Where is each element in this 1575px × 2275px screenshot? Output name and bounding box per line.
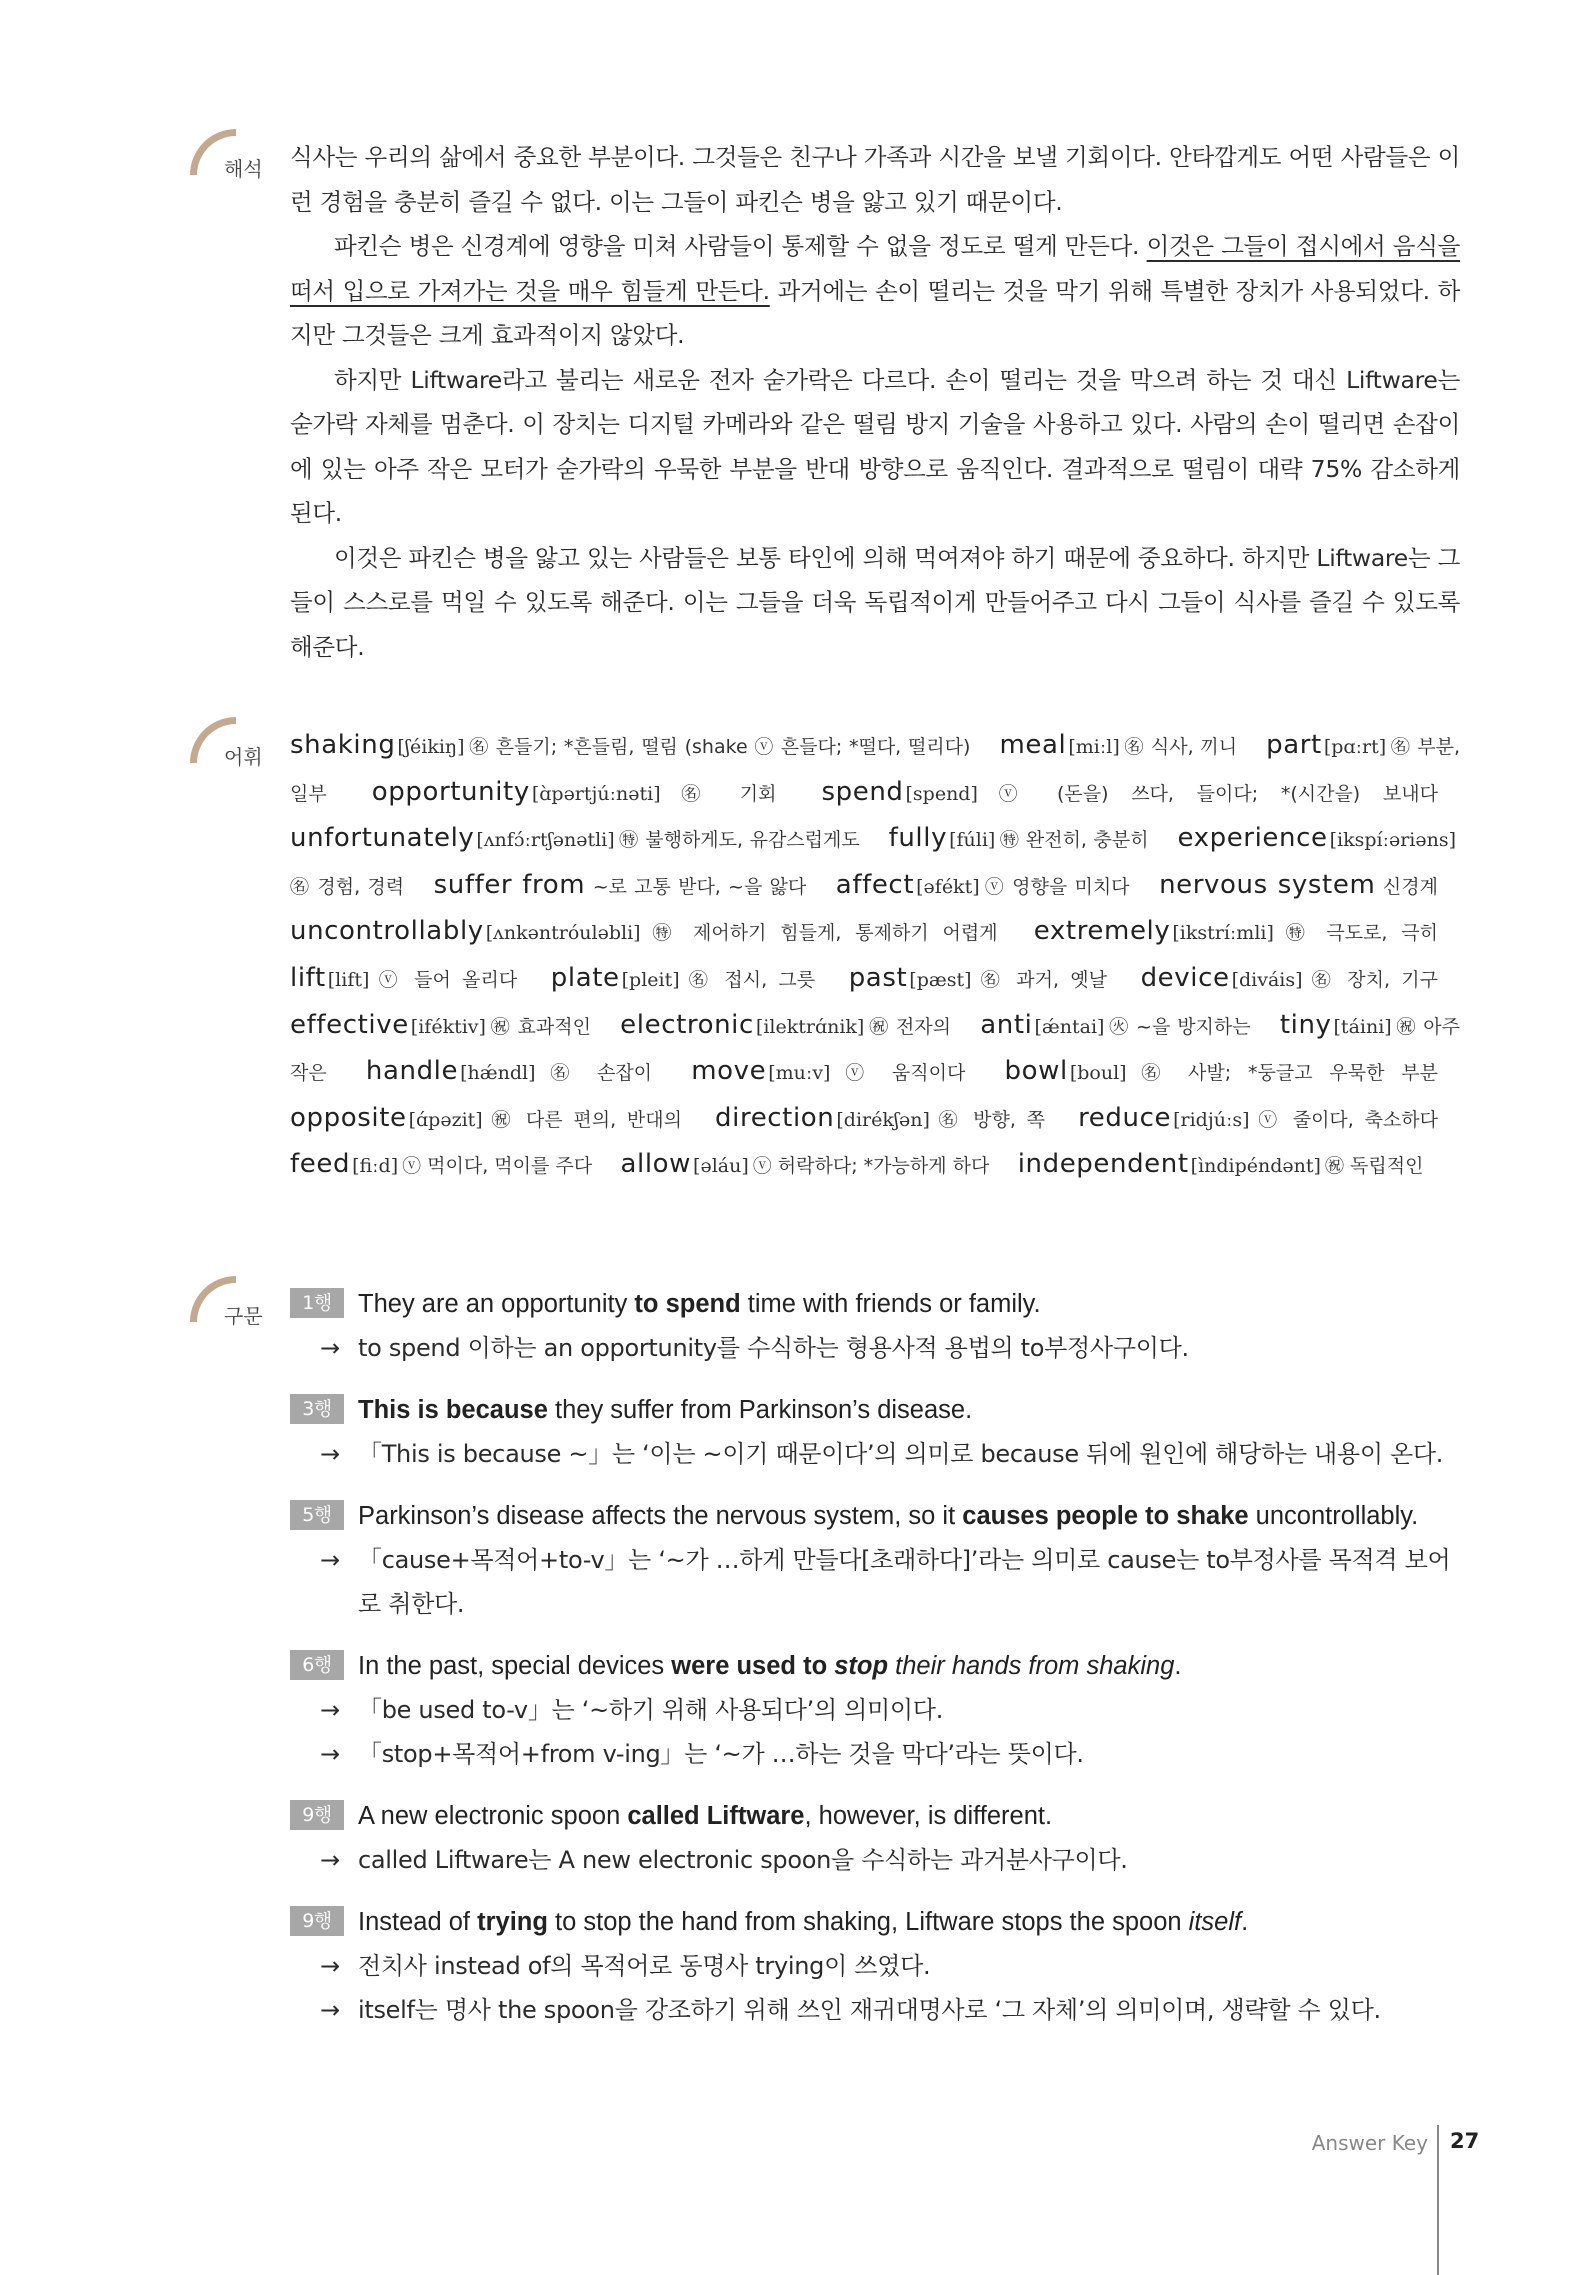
vocab-definition: ㊕ 불행하게도, 유감스럽게도	[618, 829, 860, 852]
footer-divider	[1437, 2125, 1439, 2275]
sentence-segment: This is because	[358, 1396, 548, 1424]
vocab-pronunciation: [fiːd]	[352, 1155, 399, 1178]
arrow-icon: →	[320, 1846, 340, 1874]
vocab-pronunciation: [muːv]	[768, 1062, 831, 1085]
vocab-pronunciation: [pleit]	[621, 968, 680, 991]
structure-item	[290, 1282, 1460, 1370]
vocab-item	[980, 1009, 1251, 1040]
structure-item	[290, 1644, 1460, 1776]
vocab-pronunciation: [ikspíːəriəns]	[1329, 829, 1457, 852]
vocab-pronunciation: [hǽndl]	[460, 1062, 536, 1085]
vocab-pronunciation: [ɑ̀pərtjúːnəti]	[531, 782, 661, 805]
vocab-item	[365, 1056, 653, 1087]
sentence-segment: , however, is different.	[804, 1802, 1053, 1830]
vocab-pronunciation: [spend]	[905, 782, 978, 805]
translation-paragraph-2	[290, 224, 1460, 358]
sentence-segment: .	[1174, 1652, 1182, 1680]
example-sentence	[358, 1388, 1460, 1432]
explanation-note	[290, 1432, 1460, 1476]
vocab-definition: ⓥ 허락하다; *가능하게 하다	[752, 1155, 990, 1178]
vocab-pronunciation: [pæst]	[909, 968, 972, 991]
vocab-word: lift	[290, 962, 326, 993]
vocab-pronunciation: [táini]	[1333, 1015, 1392, 1038]
vocab-definition: ㊗ 다른 편의, 반대의	[486, 1108, 682, 1131]
structure-item	[290, 1388, 1460, 1476]
sentence-segment: They are an opportunity	[358, 1290, 635, 1318]
vocab-pronunciation: [ridjúːs]	[1173, 1108, 1250, 1131]
vocab-pronunciation: [dirékʃən]	[836, 1108, 930, 1131]
vocab-pronunciation: [ikstríːmli]	[1172, 922, 1274, 945]
vocab-word: independent	[1017, 1149, 1189, 1180]
vocab-word: shaking	[290, 730, 396, 760]
note-text: 「This is because ~」는 ‘이는 ~이기 때문이다’의 의미로 because 뒤에 원인에 해당하는 내용이 온다.	[358, 1440, 1444, 1468]
vocab-definition: ㊗ 효과적인	[489, 1015, 591, 1038]
vocab-definition: ㊔ 방향, 쪽	[933, 1108, 1045, 1131]
example-sentence	[358, 1794, 1460, 1838]
translation-paragraph-1: 식사는 우리의 삶에서 중요한 부분이다. 그것들은 친구나 가족과 시간을 보낼 기회이다. 안타깝게도 어떤 사람들은 이런 경험을 충분히 즐길 수 없다. 이는 그들이 파킨슨 병을 앓고 있기 때문이다.	[290, 143, 1460, 216]
arrow-icon: →	[320, 1740, 340, 1768]
vocab-item	[433, 869, 807, 900]
vocab-definition: ㊔ 식사, 끼니	[1123, 736, 1238, 758]
vocabulary-list	[290, 723, 1460, 1189]
page-number: 27	[1450, 2129, 1480, 2153]
sentence-segment: itself	[1188, 1908, 1242, 1936]
vocab-pronunciation: [ìndipéndənt]	[1190, 1155, 1321, 1178]
vocab-item	[620, 1149, 990, 1180]
explanation-note	[290, 1732, 1460, 1776]
sentence-segment: time with friends or family.	[740, 1290, 1041, 1318]
vocab-item	[1004, 1056, 1439, 1087]
sentence-segment: they suffer from Parkinson’s disease.	[547, 1396, 973, 1424]
vocab-definition: ~로 고통 받다, ~을 앓다	[592, 875, 807, 898]
vocab-word: affect	[835, 869, 915, 900]
vocab-word: effective	[290, 1009, 409, 1040]
vocab-item	[888, 823, 1149, 854]
structure-item	[290, 1494, 1460, 1626]
sentence-segment: A new electronic spoon	[358, 1802, 628, 1830]
structure-item	[290, 1794, 1460, 1882]
vocab-item	[999, 730, 1238, 760]
vocab-item	[715, 1102, 1045, 1133]
line-number-badge: 9행	[290, 1906, 344, 1936]
vocab-pronunciation: [ʌnkəntróuləbli]	[485, 922, 641, 945]
vocab-definition: ㊔ 기회	[664, 782, 777, 805]
sentence-segment: .	[1241, 1908, 1249, 1936]
vocab-item	[290, 730, 971, 760]
arrow-icon: →	[320, 1952, 340, 1980]
structure-label: 구문	[224, 1304, 263, 1328]
vocab-item	[290, 1149, 593, 1180]
example-sentence	[358, 1900, 1460, 1944]
vocab-word: extremely	[1033, 916, 1171, 947]
structure-list	[290, 1282, 1460, 2050]
translation-paragraph-3: 하지만 Liftware라고 불리는 새로운 전자 숟가락은 다르다. 손이 떨리는 것을 막으려 하는 것 대신 Liftware는 숟가락 자체를 멈춘다. 이 장치는 디지털 카메라와 같은 떨림 방지 기술을 사용하고 있다. 사람의 손이 떨리면 손잡이에 있는 아주 작은 모터가 숟가락의 우묵한 부분을 반대 방향으로 움직인다. 결과적으로 떨림이 대략 75% 감소하게 된다.	[290, 365, 1460, 527]
vocab-pronunciation: [fúli]	[949, 829, 996, 852]
arrow-icon: →	[320, 1996, 340, 2024]
vocab-definition: ㊔ 접시, 그릇	[683, 968, 816, 991]
vocab-definition: ㊔ 흔들기; *흔들림, 떨림 (shake ⓥ 흔들다; *떨다, 떨리다)	[468, 736, 971, 758]
vocab-pronunciation: [əfékt]	[916, 875, 980, 898]
vocab-word: allow	[620, 1149, 692, 1180]
vocab-definition: ⓥ 줄이다, 축소하다	[1253, 1108, 1438, 1131]
vocab-pronunciation: [lift]	[327, 968, 370, 991]
vocab-definition: ㊔ 손잡이	[539, 1062, 653, 1085]
vocab-word: unfortunately	[290, 823, 475, 854]
vocab-word: plate	[550, 962, 620, 993]
vocab-pronunciation: [ɑ́pəzit]	[408, 1108, 483, 1131]
line-number-badge: 6행	[290, 1650, 344, 1680]
vocab-word: reduce	[1078, 1102, 1172, 1133]
vocab-definition: ㊕ 제어하기 힘들게, 통제하기 어렵게	[644, 922, 998, 945]
example-sentence	[358, 1282, 1460, 1326]
vocab-item	[1140, 962, 1438, 993]
explanation-note	[290, 1326, 1460, 1370]
vocab-word: handle	[365, 1056, 459, 1087]
sentence-segment: trying	[477, 1908, 548, 1936]
line-number-badge: 3행	[290, 1394, 344, 1424]
note-text: to spend 이하는 an opportunity를 수식하는 형용사적 용법의 to부정사구이다.	[358, 1334, 1189, 1362]
vocab-pronunciation: [ʃéikiŋ]	[397, 736, 465, 758]
vocab-word: anti	[980, 1009, 1033, 1040]
footer-label: Answer Key	[1311, 2131, 1428, 2155]
vocab-definition: ㊔ 장치, 기구	[1306, 968, 1438, 991]
line-number-badge: 1행	[290, 1288, 344, 1318]
underlined-sentence: 이것은 그들이 접시에서 음식을 떠서 입으로 가져가는 것을 매우 힘들게 만든다.	[290, 232, 1460, 305]
sentence-segment: Parkinson’s disease affects the nervous system, so it	[358, 1502, 963, 1530]
vocab-definition: ㊗ 아주 작은	[290, 1015, 1461, 1085]
structure-item	[290, 1900, 1460, 2032]
vocab-definition: ⓥ 움직이다	[834, 1062, 966, 1085]
vocab-definition: ㊕ 극도로, 극히	[1277, 922, 1439, 945]
vocab-pronunciation: [əláu]	[693, 1155, 749, 1178]
vocab-word: direction	[715, 1102, 835, 1133]
vocab-word: electronic	[620, 1009, 754, 1040]
vocab-word: opposite	[290, 1102, 407, 1133]
vocab-word: spend	[821, 776, 904, 807]
translation-body	[290, 135, 1460, 669]
vocab-item	[290, 916, 998, 947]
explanation-note	[290, 1538, 1460, 1626]
vocab-definition: ㊕ 완전히, 충분히	[999, 829, 1149, 852]
vocab-definition: ⓥ (돈을) 쓰다, 들이다; *(시간을) 보내다	[981, 782, 1438, 805]
vocab-pronunciation: [ǽntai]	[1034, 1015, 1105, 1038]
example-sentence	[358, 1494, 1460, 1538]
vocab-definition: ㊋ ~을 방지하는	[1108, 1015, 1251, 1038]
sentence-segment: causes people to shake	[962, 1502, 1249, 1530]
vocab-definition: ㊗ 전자의	[868, 1015, 952, 1038]
vocab-word: nervous system	[1159, 869, 1376, 900]
vocab-definition: ㊔ 경험, 경력	[290, 875, 405, 898]
vocab-item	[821, 776, 1438, 807]
vocab-word: experience	[1177, 823, 1328, 854]
translation-label: 해석	[224, 157, 263, 181]
paragraph-2-text-end: 과거에는 손이 떨리는 것을 막기 위해 특별한 장치가 사용되었다. 하지만 그것들은 크게 효과적이지 않았다.	[290, 276, 1460, 349]
explanation-note	[290, 1988, 1460, 2032]
note-text: called Liftware는 A new electronic spoon을 수식하는 과거분사구이다.	[358, 1846, 1128, 1874]
paragraph-2-text: 파킨슨 병은 신경계에 영향을 미쳐 사람들이 통제할 수 없을 정도로 떨게 만든다.	[334, 232, 1147, 260]
explanation-note	[290, 1944, 1460, 1988]
explanation-note	[290, 1838, 1460, 1882]
translation-paragraph-4: 이것은 파킨슨 병을 앓고 있는 사람들은 보통 타인에 의해 먹여져야 하기 때문에 중요하다. 하지만 Liftware는 그들이 스스로를 먹일 수 있도록 해준다. 이는 그들을 더욱 독립적이게 만들어주고 다시 그들이 식사를 즐길 수 있도록 해준다.	[290, 543, 1460, 661]
vocab-item	[290, 962, 518, 993]
arrow-icon: →	[320, 1546, 340, 1574]
vocabulary-label: 어휘	[224, 745, 263, 769]
vocab-item	[550, 962, 816, 993]
sentence-segment: to spend	[634, 1290, 741, 1318]
arrow-icon: →	[320, 1696, 340, 1724]
note-text: 「cause+목적어+to-v」는 ‘~가 …하게 만들다[초래하다]’라는 의미로 cause는 to부정사를 목적격 보어로 취한다.	[358, 1546, 1451, 1618]
vocab-pronunciation: [pɑːrt]	[1323, 736, 1387, 758]
sentence-segment: their hands from shaking	[888, 1652, 1175, 1680]
vocab-pronunciation: [ʌnfɔ́ːrtʃənətli]	[476, 829, 615, 852]
vocab-word: uncontrollably	[290, 916, 484, 947]
sentence-segment: Instead of	[358, 1908, 478, 1936]
vocab-word: part	[1266, 730, 1322, 760]
vocab-definition: ㊔ 사발; *둥글고 우묵한 부분	[1130, 1062, 1439, 1085]
explanation-note	[290, 1688, 1460, 1732]
vocab-definition: ㊗ 독립적인	[1324, 1155, 1424, 1178]
vocab-pronunciation: [ilektrɑ́nik]	[755, 1015, 865, 1038]
example-sentence	[358, 1644, 1460, 1688]
vocab-item	[371, 776, 777, 807]
sentence-segment: uncontrollably.	[1248, 1502, 1419, 1530]
sentence-segment: called Liftware	[627, 1802, 805, 1830]
sentence-segment: were used to	[671, 1652, 835, 1680]
vocab-pronunciation: [boul]	[1069, 1062, 1127, 1085]
vocab-word: meal	[999, 730, 1067, 760]
vocab-word: suffer from	[433, 869, 586, 900]
vocab-word: bowl	[1004, 1056, 1068, 1087]
vocab-item	[848, 962, 1107, 993]
vocab-word: feed	[290, 1149, 351, 1180]
vocab-word: tiny	[1279, 1009, 1332, 1040]
vocab-definition: ⓥ 먹이다, 먹이를 주다	[402, 1155, 593, 1178]
vocab-definition: ⓥ 들어 올리다	[373, 968, 518, 991]
note-text: 「be used to-v」는 ‘~하기 위해 사용되다’의 의미이다.	[358, 1696, 944, 1724]
vocab-item	[1159, 869, 1438, 900]
vocab-word: move	[691, 1056, 767, 1087]
vocab-word: opportunity	[371, 776, 530, 807]
sentence-segment: stop	[834, 1652, 889, 1680]
vocab-item	[1078, 1102, 1438, 1133]
vocab-definition: ㊔ 과거, 옛날	[975, 968, 1107, 991]
line-number-badge: 5행	[290, 1500, 344, 1530]
vocab-item	[1017, 1149, 1424, 1180]
note-text: 전치사 instead of의 목적어로 동명사 trying이 쓰였다.	[358, 1952, 931, 1980]
sentence-segment: to stop the hand from shaking, Liftware stops the spoon	[547, 1908, 1189, 1936]
vocab-word: past	[848, 962, 908, 993]
vocab-definition: 신경계	[1382, 875, 1438, 898]
vocab-word: fully	[888, 823, 948, 854]
note-text: 「stop+목적어+from v-ing」는 ‘~가 …하는 것을 막다’라는 뜻이다.	[358, 1740, 1084, 1768]
page-footer	[1300, 2125, 1480, 2167]
vocab-item	[1033, 916, 1439, 947]
vocab-item	[620, 1009, 952, 1040]
sentence-segment: In the past, special devices	[358, 1652, 672, 1680]
vocab-definition: ㊔ 부분, 일부	[290, 736, 1460, 805]
note-text: itself는 명사 the spoon을 강조하기 위해 쓰인 재귀대명사로 ‘그 자체’의 의미이며, 생략할 수 있다.	[358, 1996, 1381, 2024]
vocab-pronunciation: [miːl]	[1068, 736, 1120, 758]
arrow-icon: →	[320, 1440, 340, 1468]
vocab-definition: ⓥ 영향을 미치다	[983, 875, 1130, 898]
vocab-word: device	[1140, 962, 1230, 993]
line-number-badge: 9행	[290, 1800, 344, 1830]
vocab-item	[691, 1056, 966, 1087]
vocab-item	[290, 823, 860, 854]
vocab-item	[290, 1009, 591, 1040]
vocab-item	[835, 869, 1130, 900]
vocab-pronunciation: [diváis]	[1231, 968, 1303, 991]
arrow-icon: →	[320, 1334, 340, 1362]
vocab-pronunciation: [iféktiv]	[410, 1015, 486, 1038]
vocab-item	[290, 1102, 682, 1133]
